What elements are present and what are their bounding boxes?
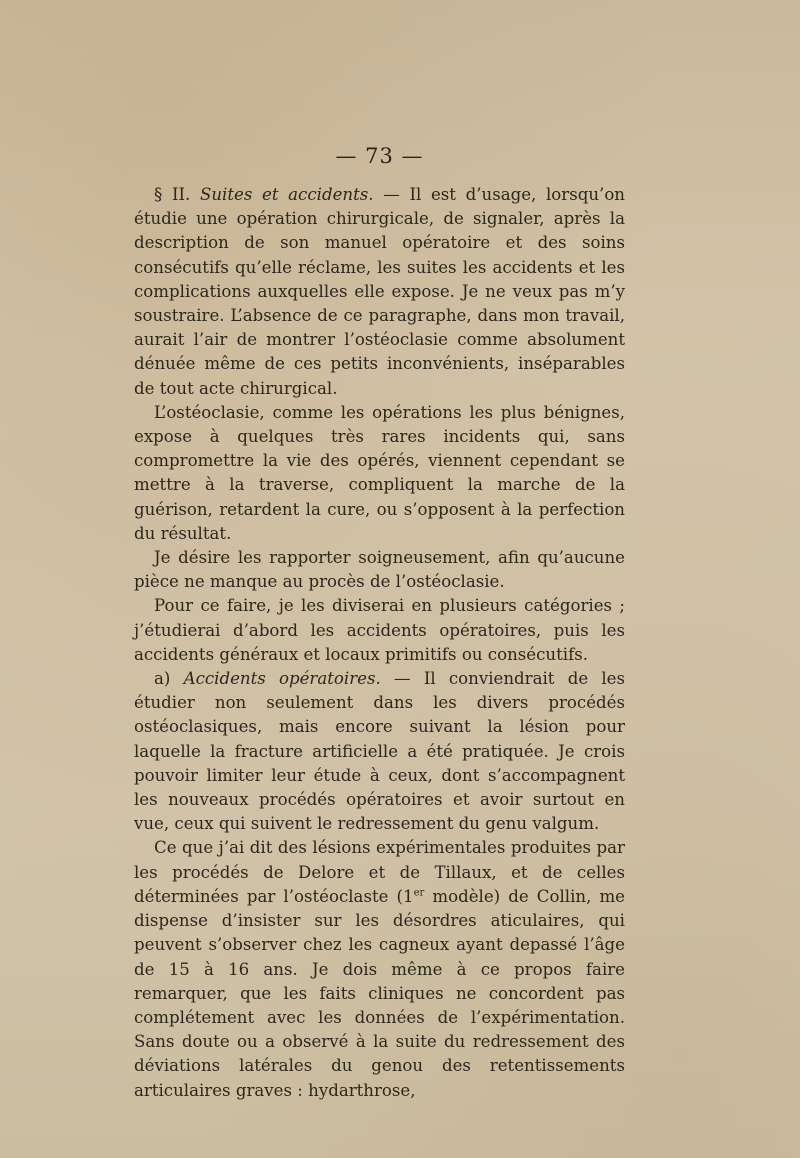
paragraph-text: — Il conviendrait de les étudier non seulement dans les divers procédés ostéoclasiques, mais encore suivant la lésion pour laquelle la fracture artificielle a été pratiquée. Je crois pouvoir limiter leur étude à ceux, dont s’accompagnent les nouveaux procédés opératoires et avoir surtout en vue, ceux qui suivent le redressement du genu valgum. xyxy=(134,669,625,834)
paragraph-suites-accidents xyxy=(134,183,625,401)
subsection-marker: a) xyxy=(154,669,184,689)
section-marker: § II. xyxy=(154,185,200,204)
paragraph-text: Ce que j’ai dit des lésions expérimentales produites par les procédés de Delore et de Tillaux, et de celles déterminées par l’ostéoclaste (1 xyxy=(134,838,625,906)
paragraph-accidents-operatoires xyxy=(134,667,625,836)
paragraph-text: L’ostéoclasie, comme les opérations les plus bénignes, expose à quelques très rares incidents qui, sans compromettre la vie des opérés, viennent cependant se mettre à la traverse, compliquent la marche de la guérison, retardent la cure, ou s’opposent à la perfection du résultat. xyxy=(134,402,625,543)
paragraph-text: Je désire les rapporter soigneusement, afin qu’aucune pièce ne manque au procès de l’ostéoclasie. xyxy=(134,548,625,592)
paragraph-lesions-experimentales xyxy=(134,836,625,1102)
paragraph-text: modèle) de Collin, me dispense d’insister sur les désordres aticulaires, qui peuvent s’observer chez les cagneux ayant depassé l’âge de 15 à 16 ans. Je dois même à ce propos faire remarquer, que les faits cliniques ne concordent pas complétement avec les données de l’expérimentation. Sans doute ou a observé à la suite du redressement des déviations latérales du genou des retentissements articulaires graves : hydarthrose, xyxy=(134,886,625,1100)
section-title: Suites et accidents. xyxy=(200,185,374,204)
superscript: er xyxy=(413,887,425,899)
paragraph-rapporter xyxy=(134,546,625,594)
paragraph-osteoclasie-incidents xyxy=(134,401,625,546)
page-number: — 73 — xyxy=(335,144,424,168)
paragraph-text: Pour ce faire, je les diviserai en plusieurs catégories ; j’étudierai d’abord les accidents opératoires, puis les accidents généraux et locaux primitifs ou consécutifs. xyxy=(134,596,625,664)
book-page xyxy=(134,143,625,1103)
paragraph-text: — Il est d’usage, lorsqu’on étudie une opération chirurgicale, de signaler, après la description de son manuel opératoire et des soins consécutifs qu’elle réclame, les suites les accidents et les complications auxquelles elle expose. Je ne veux pas m’y soustraire. L’absence de ce paragraphe, dans mon travail, aurait l’air de montrer l’ostéoclasie comme absolument dénuée même de ces petits inconvénients, inséparables de tout acte chirurgical. xyxy=(134,185,625,398)
paragraph-categories xyxy=(134,594,625,667)
subsection-title: Accidents opératoires. xyxy=(183,669,381,689)
